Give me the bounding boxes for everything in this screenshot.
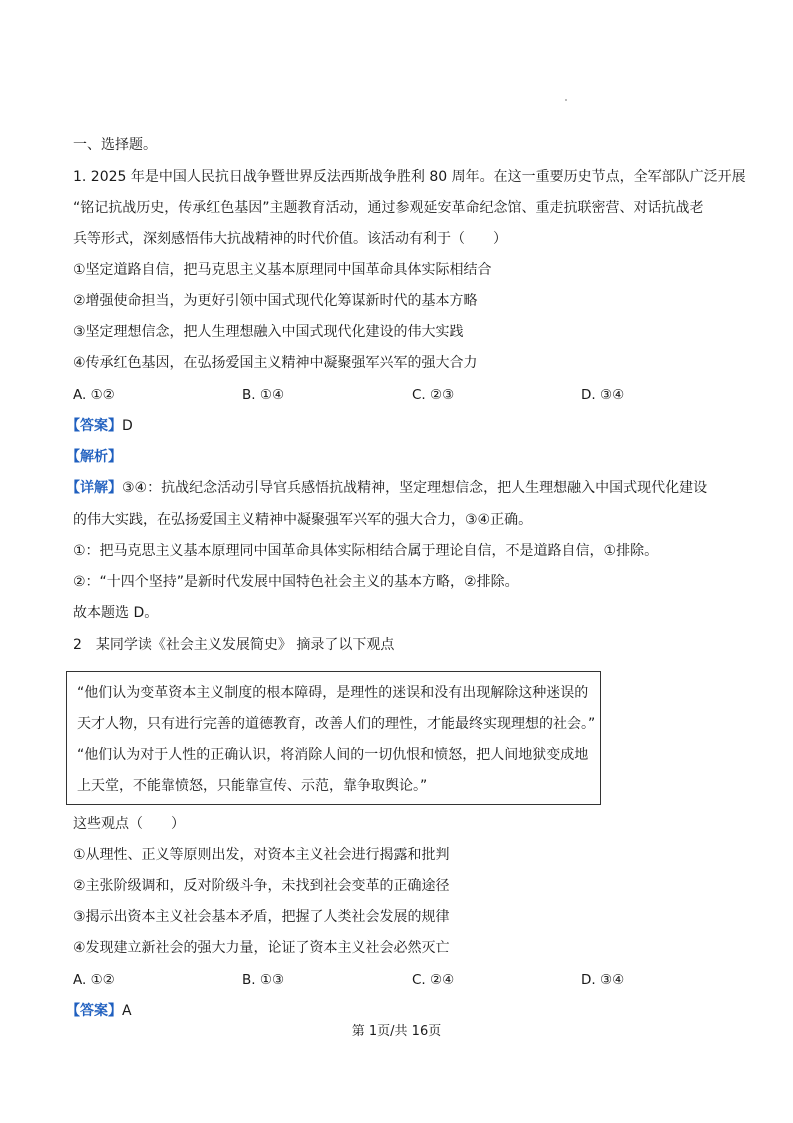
q1-detail-line4: ②：“十四个坚持”是新时代发展中国特色社会主义的基本方略，②排除。 — [73, 574, 519, 590]
q1-item-4: ④传承红色基因，在弘扬爱国主义精神中凝聚强军兴军的强大合力 — [73, 355, 478, 371]
q1-analysis — [66, 448, 122, 466]
q1-analysis-tag: 【解析】 — [66, 449, 122, 465]
q2-item-1: ①从理性、正义等原则出发，对资本主义社会进行揭露和批判 — [73, 847, 450, 863]
q1-detail-tag: 【详解】 — [66, 480, 122, 496]
q2-item-2: ②主张阶级调和，反对阶级斗争，未找到社会变革的正确途径 — [73, 878, 450, 894]
q1-detail-line2: 的伟大实践，在弘扬爱国主义精神中凝聚强军兴军的强大合力，③④正确。 — [73, 512, 533, 528]
q2-quote-line4: 上天堂，不能靠愤怒，只能靠宣传、示范，靠争取舆论。” — [77, 778, 428, 794]
q1-option-a: A. ①② — [73, 387, 115, 403]
q2-option-d: D. ③④ — [581, 972, 625, 988]
q2-option-c: C. ②④ — [412, 972, 455, 988]
q1-detail-line3: ①：把马克思主义基本原理同中国革命具体实际相结合属于理论自信，不是道路自信，①排除。 — [73, 543, 659, 559]
q1-stem-line2: “铭记抗战历史，传承红色基因”主题教育活动，通过参观延安革命纪念馆、重走抗联密营、对话抗战老 — [73, 200, 704, 216]
q1-answer — [66, 417, 133, 435]
q2-stem: 2 某同学读《社会主义发展简史》 摘录了以下观点 — [73, 637, 395, 653]
q1-answer-value: D — [122, 418, 133, 434]
q2-quote-box — [66, 671, 601, 805]
q1-answer-tag: 【答案】 — [66, 418, 122, 434]
q1-option-d: D. ③④ — [581, 387, 625, 403]
q2-quote-line2: 天才人物，只有进行完善的道德教育，改善人们的理性，才能最终实现理想的社会。” — [77, 716, 596, 732]
q1-detail-text1: ③④：抗战纪念活动引导官兵感悟抗战精神，坚定理想信念，把人生理想融入中国式现代化建设 — [122, 480, 708, 496]
q2-answer — [66, 1002, 132, 1020]
q2-item-3: ③揭示出资本主义社会基本矛盾，把握了人类社会发展的规律 — [73, 909, 450, 925]
q1-option-b: B. ①④ — [242, 387, 285, 403]
q2-option-a: A. ①② — [73, 972, 115, 988]
q1-item-3: ③坚定理想信念，把人生理想融入中国式现代化建设的伟大实践 — [73, 324, 464, 340]
q2-answer-value: A — [122, 1003, 132, 1019]
scan-artifact — [565, 99, 567, 101]
q2-quote-line3: “他们认为对于人性的正确认识，将消除人间的一切仇恨和愤怒，把人间地狱变成地 — [77, 747, 589, 763]
q2-item-4: ④发现建立新社会的强大力量，论证了资本主义社会必然灭亡 — [73, 940, 450, 956]
q2-option-b: B. ①③ — [242, 972, 285, 988]
q1-item-1: ①坚定道路自信，把马克思主义基本原理同中国革命具体实际相结合 — [73, 262, 492, 278]
section-title: 一、选择题。 — [73, 137, 157, 153]
q1-item-2: ②增强使命担当，为更好引领中国式现代化筹谋新时代的基本方略 — [73, 293, 478, 309]
q1-conclusion: 故本题选 D。 — [73, 605, 159, 621]
q1-option-c: C. ②③ — [412, 387, 455, 403]
q2-question: 这些观点（ ） — [73, 816, 185, 832]
page-footer: 第 1页/共 16页 — [351, 1024, 442, 1039]
q2-quote-line1: “他们认为变革资本主义制度的根本障碍，是理性的迷误和没有出现解除这种迷误的 — [77, 685, 589, 701]
q2-answer-tag: 【答案】 — [66, 1003, 122, 1019]
q1-stem-line3: 兵等形式，深刻感悟伟大抗战精神的时代价值。该活动有利于（ ） — [73, 231, 507, 247]
q1-stem-line1: 1. 2025 年是中国人民抗日战争暨世界反法西斯战争胜利 80 周年。在这一重要历史节点，全军部队广泛开展 — [73, 169, 746, 185]
q1-detail-line1 — [66, 479, 707, 497]
